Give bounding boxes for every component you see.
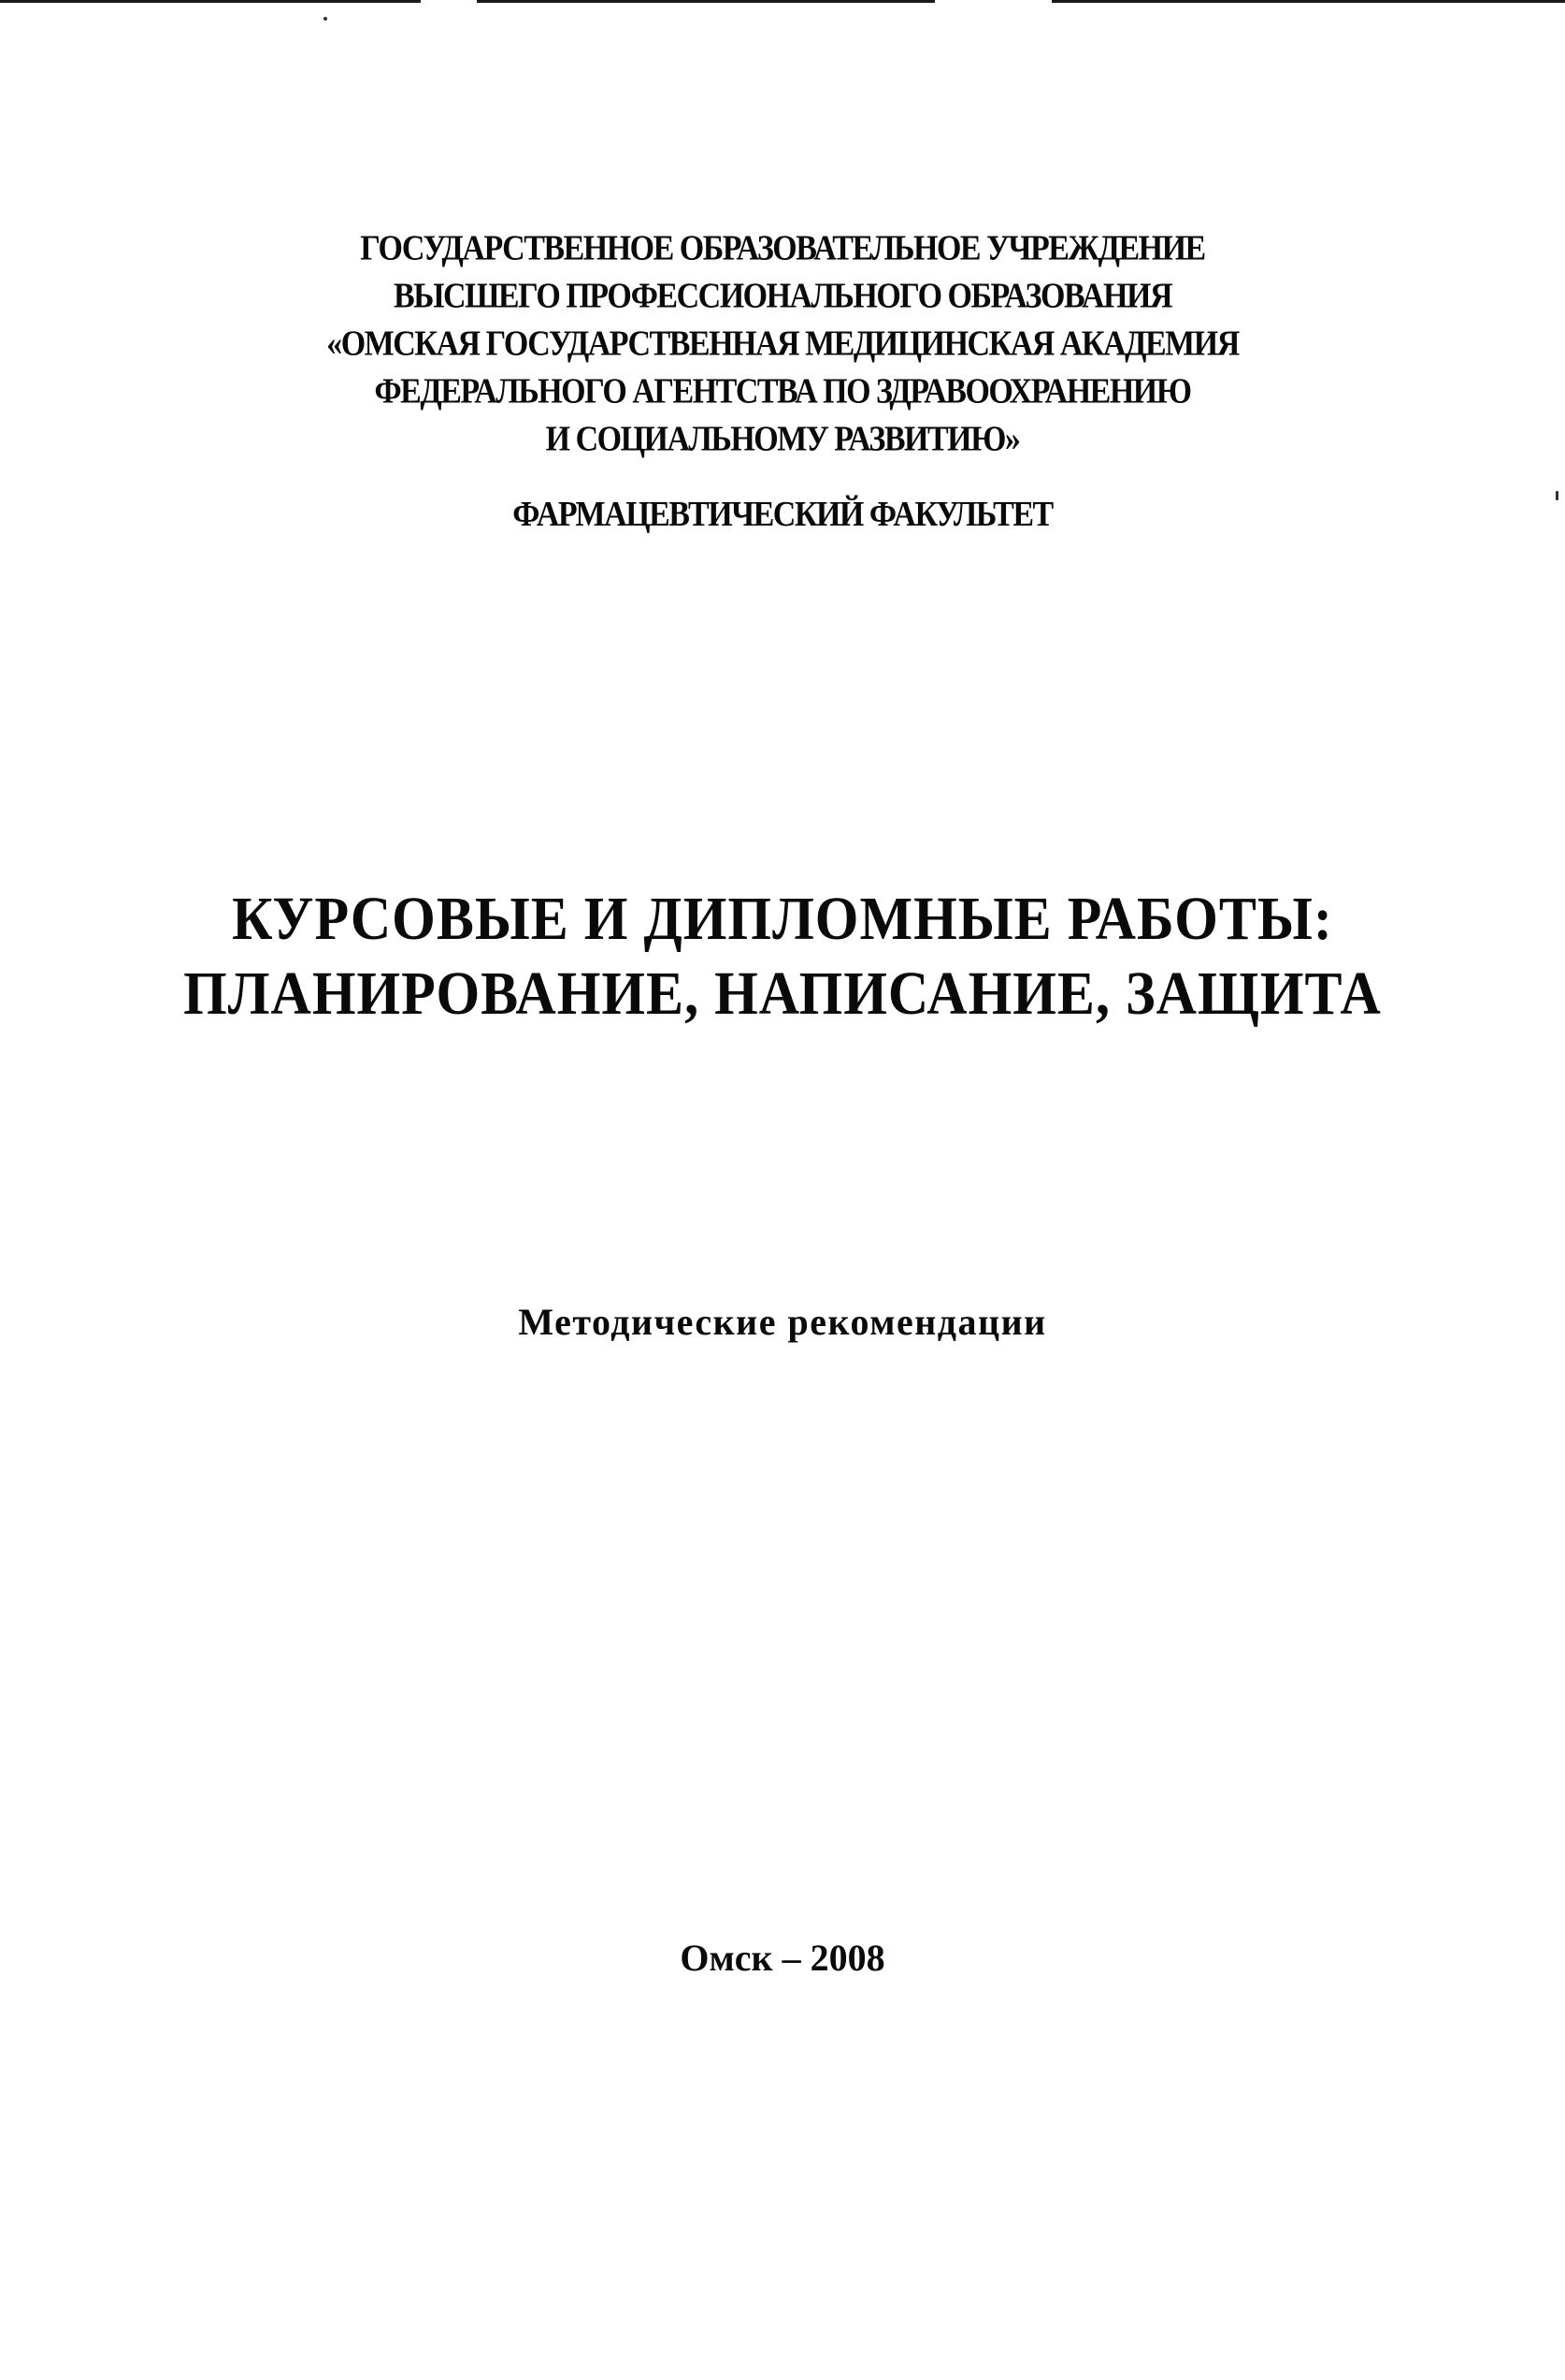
scan-speck [323, 17, 327, 21]
title-line: ПЛАНИРОВАНИЕ, НАПИСАНИЕ, ЗАЩИТА [183, 959, 1382, 1028]
scan-edge-line [1052, 0, 1565, 3]
institution-line: ФЕДЕРАЛЬНОГО АГЕНТСТВА ПО ЗДРАВООХРАНЕНИЮ [374, 371, 1191, 411]
document-title [0, 881, 1565, 1031]
title-line: КУРСОВЫЕ И ДИПЛОМНЫЕ РАБОТЫ: [232, 884, 1333, 953]
institution-line: «ОМСКАЯ ГОСУДАРСТВЕННАЯ МЕДИЦИНСКАЯ АКАДЕМИЯ [326, 324, 1239, 364]
faculty-name: ФАРМАЦЕВТИЧЕСКИЙ ФАКУЛЬТЕТ [512, 495, 1053, 535]
institution-line: И СОЦИАЛЬНОМУ РАЗВИТИЮ» [545, 419, 1020, 459]
scan-edge-line [0, 0, 421, 3]
document-subtitle: Методические рекомендации [518, 1301, 1047, 1343]
place-year: Омск – 2008 [680, 1937, 885, 1979]
institution-header [0, 224, 1565, 463]
institution-line: ВЫСШЕГО ПРОФЕССИОНАЛЬНОГО ОБРАЗОВАНИЯ [393, 276, 1172, 316]
institution-line: ГОСУДАРСТВЕННОЕ ОБРАЗОВАТЕЛЬНОЕ УЧРЕЖДЕНИЕ [360, 228, 1205, 268]
scan-edge-line [477, 0, 935, 3]
